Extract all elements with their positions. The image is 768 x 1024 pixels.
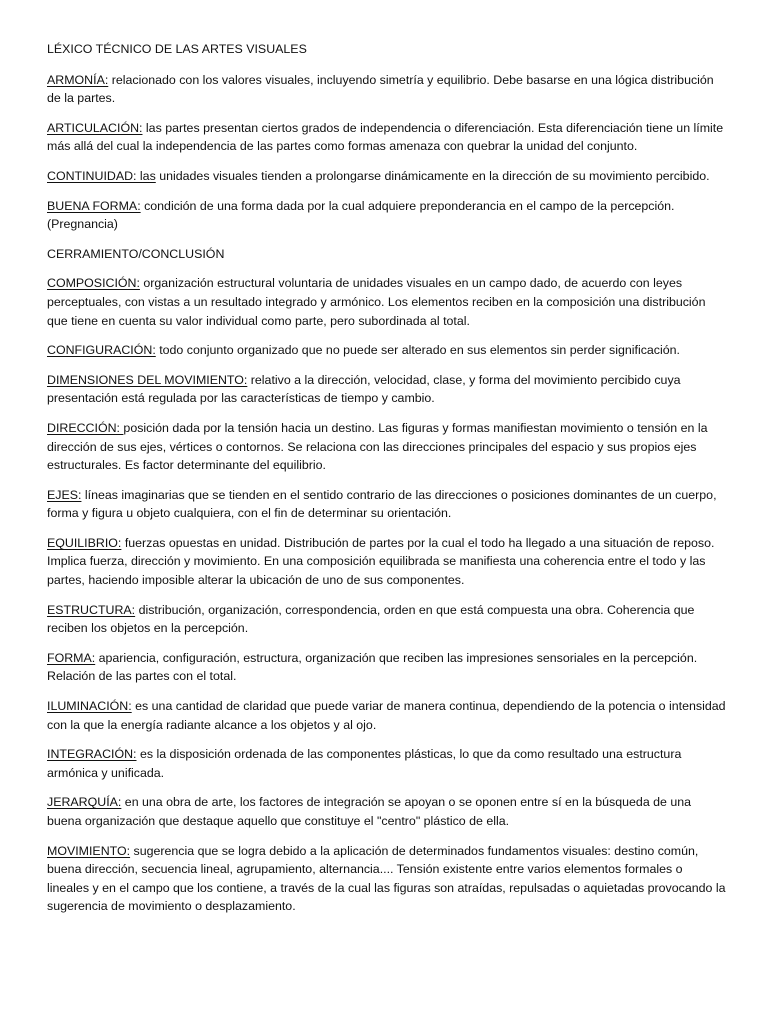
glossary-entry-estructura [47, 601, 727, 638]
glossary-term: MOVIMIENTO: [47, 843, 131, 858]
glossary-entry-dimensiones-del-movimiento [47, 371, 727, 408]
glossary-entry-configuracion [47, 341, 727, 360]
glossary-term: COMPOSICIÓN: [47, 276, 140, 291]
glossary-term: ILUMINACIÓN: [47, 699, 132, 714]
glossary-term: ARMONÍA: [47, 72, 109, 87]
document-title: LÉXICO TÉCNICO DE LAS ARTES VISUALES [47, 42, 307, 56]
glossary-definition: relacionado con los valores visuales, incluyendo simetría y equilibrio. Debe basarse en una lógica distribución de la partes. [47, 72, 714, 106]
glossary-entry-jerarquia [47, 793, 727, 830]
glossary-definition: es la disposición ordenada de las componentes plásticas, lo que da como resultado una estructura armónica y unificada. [47, 747, 682, 780]
glossary-definition: organización estructural voluntaria de unidades visuales en un campo dado, de acuerdo con leyes perceptuales, con vistas a un resultado integrado y armónico. Los elementos reciben en la composición una distribución que tiene en cuenta su valor individual como parte, pero subordinada al total. [47, 276, 706, 328]
glossary-entry-equilibrio [47, 534, 727, 590]
glossary-entry-articulacion [47, 119, 727, 156]
glossary-definition: apariencia, configuración, estructura, organización que reciben las impresiones sensoriales en la percepción. Relación de las partes con el total. [47, 650, 698, 684]
glossary-entry-continuidad [47, 167, 727, 186]
glossary-definition: sugerencia que se logra debido a la aplicación de determinados fundamentos visuales: destino común, buena dirección, secuencia lineal, agrupamiento, alternancia.... Tensión existente entre varios elementos formales o lineales y en el campo que los contiene, a través de la cual las figuras son atraídas, repulsadas o aquietadas provocando la sugerencia de movimiento o desplazamiento. [47, 843, 726, 914]
glossary-term: EJES: [47, 487, 82, 502]
glossary-definition: es una cantidad de claridad que puede variar de manera continua, dependiendo de la potencia o intensidad con la que la energía radiante alcance a los objetos y al ojo. [47, 699, 726, 732]
glossary-definition: relativo a la dirección, velocidad, clase, y forma del movimiento percibido cuya presentación está regulada por las características de tiempo y cambio. [47, 372, 681, 406]
glossary-term: EQUILIBRIO: [47, 535, 122, 550]
glossary-entry-buena-forma [47, 197, 727, 234]
glossary-definition: fuerzas opuestas en unidad. Distribución de partes por la cual el todo ha llegado a una situación de reposo. Implica fuerza, dirección y movimiento. En una composición equilibrada se manifiesta una coherencia entre el todo y las partes, haciendo imposible alterar la ubicación de uno de sus componentes. [47, 535, 715, 588]
glossary-definition: condición de una forma dada por la cual adquiere preponderancia en el campo de la percepción. (Pregnancia) [47, 198, 675, 232]
glossary-definition: las partes presentan ciertos grados de independencia o diferenciación. Esta diferenciación tiene un límite más allá del cual la independencia de las partes como formas amenaza con quebrar la unidad del conjunto. [47, 120, 724, 154]
glossary-entry-ejes [47, 486, 727, 523]
glossary-term: DIRECCIÓN: [47, 420, 124, 435]
glossary-definition: posición dada por la tensión hacia un destino. Las figuras y formas manifiestan movimiento o tensión en la dirección de sus ejes, vértices o contornos. Se relaciona con las direcciones principales del espacio y sus propios ejes estructurales. Es factor determinante del equilibrio. [47, 420, 708, 473]
glossary-definition: unidades visuales tienden a prolongarse dinámicamente en la dirección de su movimiento percibido. [155, 168, 710, 183]
document-page [47, 40, 727, 927]
glossary-entry-movimiento [47, 842, 727, 916]
glossary-entry-direccion [47, 419, 727, 475]
glossary-term: JERARQUÍA: [47, 795, 122, 810]
glossary-definition: distribución, organización, correspondencia, orden en que está compuesta una obra. Coherencia que reciben los objetos en la percepción. [47, 602, 695, 636]
glossary-entry-forma [47, 649, 727, 686]
glossary-entry-composicion [47, 274, 727, 330]
glossary-entry-integracion [47, 745, 727, 782]
glossary-entry-armonia [47, 71, 727, 108]
glossary-definition: líneas imaginarias que se tienden en el sentido contrario de las direcciones o posiciones dominantes de un cuerpo, forma y figura u objeto cualquiera, con el fin de determinar su orientación. [47, 487, 717, 521]
glossary-entry-iluminacion [47, 697, 727, 734]
glossary-term: ESTRUCTURA: [47, 602, 136, 617]
glossary-term: BUENA FORMA: [47, 198, 141, 213]
glossary-definition: en una obra de arte, los factores de integración se apoyan o se oponen entre sí en la búsqueda de una buena organización que destaque aquello que constituye el "centro" plástico de ella. [47, 795, 692, 828]
glossary-definition: todo conjunto organizado que no puede ser alterado en sus elementos sin perder significación. [155, 343, 680, 358]
glossary-term: DIMENSIONES DEL MOVIMIENTO: [47, 372, 248, 387]
glossary-heading-cerramiento: CERRAMIENTO/CONCLUSIÓN [47, 246, 225, 261]
glossary-term: INTEGRACIÓN: [47, 747, 137, 762]
glossary-term: CONFIGURACIÓN: [47, 343, 156, 358]
glossary-term: FORMA: [47, 650, 96, 665]
glossary-term: CONTINUIDAD: las [47, 168, 156, 183]
glossary-term: ARTICULACIÓN: [47, 120, 143, 135]
